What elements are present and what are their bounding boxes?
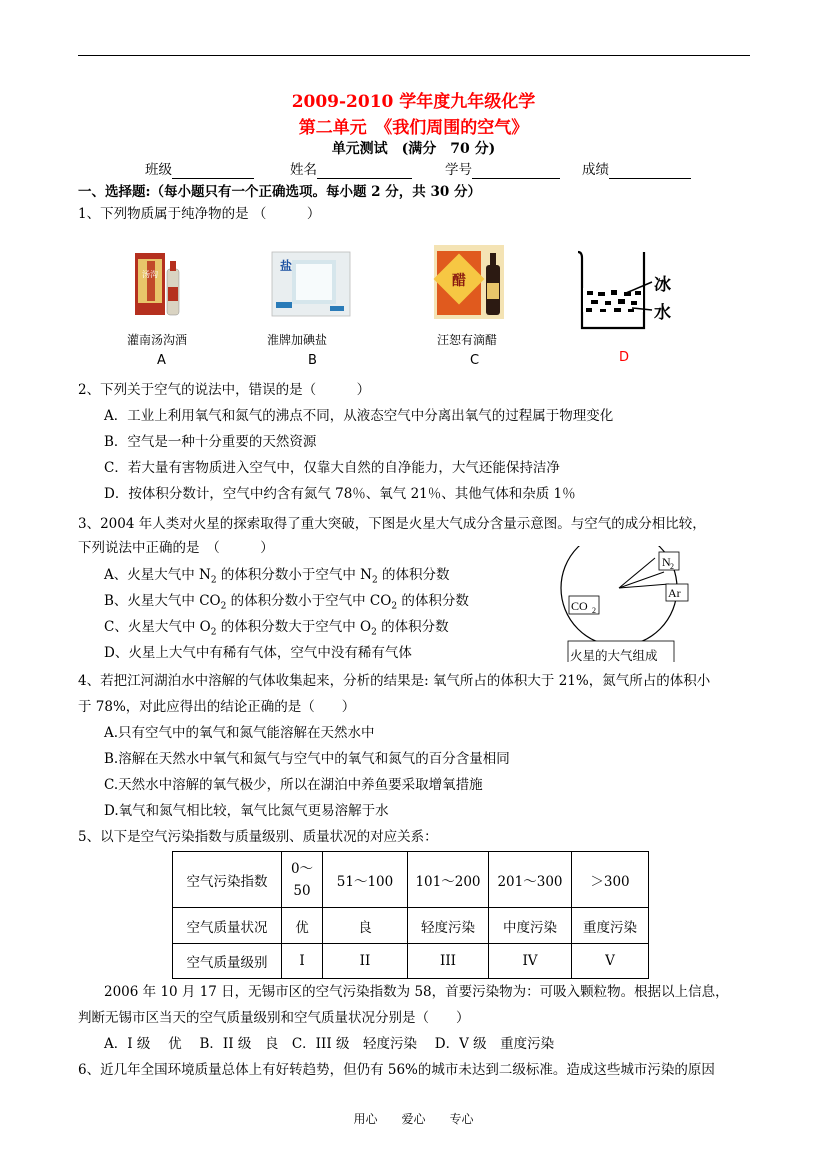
name-blank[interactable]	[317, 164, 412, 179]
q4-text-line1: 4、若把江河湖泊水中溶解的气体收集起来，分析的结果是: 氧气所占的体积大于 21%，氮气所占的体积小	[78, 673, 711, 689]
page-footer: 用心 爱心 专心	[353, 1112, 474, 1126]
q3-option-d: D、火星上大气中有稀有气体，空气中没有稀有气体	[104, 645, 412, 661]
letter-a: A	[157, 353, 166, 368]
table-cell: III	[408, 944, 489, 979]
mars-atmosphere-pie	[556, 546, 696, 662]
q3-text-line2: 下列说法中正确的是 （ ）	[78, 540, 274, 556]
name-field	[290, 161, 412, 179]
pie-label-co2: CO	[571, 599, 588, 613]
id-blank[interactable]	[472, 164, 560, 179]
table-row	[173, 852, 649, 908]
q2-option-a: A．工业上利用氧气和氮气的沸点不同，从液态空气中分离出氧气的过程属于物理变化	[104, 408, 614, 424]
q3-option-a: A、火星大气中 $N_2$ 的体积分数小于空气中 $N_2$ 的体积分数	[104, 567, 450, 586]
letter-d: D	[619, 350, 630, 365]
table-row	[173, 944, 649, 979]
letter-c: C	[470, 353, 480, 368]
liquor-box-label: 汤沟	[142, 270, 158, 279]
score-field	[582, 161, 691, 179]
table-cell: 轻度污染	[408, 908, 489, 944]
q4-option-d: D.氧气和氮气相比较，氧气比氮气更易溶解于水	[104, 803, 389, 819]
class-label: 班级	[145, 162, 172, 178]
q5-para-line1: 2006 年 10 月 17 日，无锡市区的空气污染指数为 58，首要污染物为：可吸入颗粒物。根据以上信息，	[104, 984, 729, 1000]
caption-b: 淮牌加碘盐	[267, 333, 328, 347]
caption-a: 灌南汤沟酒	[127, 333, 188, 347]
table-cell: ＞300	[572, 852, 649, 908]
table-cell: 中度污染	[489, 908, 572, 944]
id-field	[445, 161, 560, 179]
vinegar-image	[432, 243, 506, 321]
q3-option-b: B、火星大气中 $CO_2$ 的体积分数小于空气中 $CO_2$ 的体积分数	[104, 593, 469, 612]
pie-label-n2-sub: 2	[670, 562, 674, 571]
pie-caption: 火星的大气组成	[570, 648, 658, 662]
air-quality-table	[172, 851, 649, 979]
pie-label-ar: Ar	[668, 586, 681, 600]
table-cell: 空气污染指数	[173, 852, 282, 908]
table-cell: 重度污染	[572, 908, 649, 944]
q2-option-b: B．空气是一种十分重要的天然资源	[104, 434, 317, 450]
q4-option-c: C.天然水中溶解的氧气极少，所以在湖泊中养鱼要采取增氧措施	[104, 777, 483, 793]
q5-text: 5、以下是空气污染指数与质量级别、质量状况的对应关系：	[78, 829, 438, 845]
score-blank[interactable]	[609, 164, 691, 179]
table-cell: 空气质量级别	[173, 944, 282, 979]
water-label: 水	[654, 303, 671, 323]
salt-image	[270, 250, 352, 318]
table-cell: 201～300	[489, 852, 572, 908]
page-title: 2009-2010 学年度九年级化学	[291, 92, 536, 112]
class-blank[interactable]	[172, 164, 254, 179]
table-cell: 51～100	[323, 852, 408, 908]
salt-bag-label: 盐	[280, 259, 293, 273]
table-cell: 101～200	[408, 852, 489, 908]
table-cell: II	[323, 944, 408, 979]
name-label: 姓名	[290, 162, 317, 178]
q6-text: 6、近几年全国环境质量总体上有好转趋势，但仍有 56%的城市未达到二级标准。造成这些城市污染的原因	[78, 1062, 715, 1078]
caption-c: 汪恕有滴醋	[437, 333, 498, 347]
table-cell: 优	[282, 908, 323, 944]
section1-heading: 一、选择题:（每小题只有一个正确选项。每小题 2 分，共 30 分）	[78, 184, 481, 200]
class-field	[145, 161, 254, 179]
unit-title: 第二单元 《我们周围的空气》	[298, 118, 529, 138]
q5-para-line2: 判断无锡市区当天的空气质量级别和空气质量状况分别是（ ）	[78, 1010, 470, 1026]
ice-label: 冰	[654, 275, 671, 295]
table-cell: 良	[323, 908, 408, 944]
q4-option-a: A.只有空气中的氧气和氮气能溶解在天然水中	[104, 725, 375, 741]
pie-label-co2-sub: 2	[592, 606, 596, 615]
pie-label-n2: N	[662, 555, 671, 569]
test-subtitle: 单元测试 (满分 70 分)	[331, 141, 496, 157]
q2-option-c: C．若大量有害物质进入空气中，仅靠大自然的自净能力，大气还能保持洁净	[104, 460, 560, 476]
table-cell: 空气质量状况	[173, 908, 282, 944]
table-cell: I	[282, 944, 323, 979]
q2-text: 2、下列关于空气的说法中，错误的是（ ）	[78, 382, 371, 398]
table-cell: 0～ 50	[282, 852, 323, 908]
q3-text-line1: 3、2004 年人类对火星的探索取得了重大突破，下图是火星大气成分含量示意图。与空气的成分相比较，	[78, 516, 706, 532]
score-label: 成绩	[582, 162, 609, 178]
ice-water-beaker-image	[574, 248, 684, 334]
vinegar-box-label: 醋	[452, 273, 466, 289]
letter-b: B	[308, 353, 317, 368]
q1-text: 1、下列物质属于纯净物的是 （ ）	[78, 206, 321, 222]
q2-option-d: D．按体积分数计，空气中约含有氮气 78％、氧气 21％、其他气体和杂质 1％	[104, 486, 576, 502]
q3-option-c: C、火星大气中 $O_2$ 的体积分数大于空气中 $O_2$ 的体积分数	[104, 619, 449, 638]
table-cell: V	[572, 944, 649, 979]
liquor-image	[133, 247, 183, 319]
header-rule	[78, 55, 750, 56]
q4-text-line2: 于 78%，对此应得出的结论正确的是（ ）	[78, 699, 356, 715]
q5-options: A．I 级 优 B．II 级 良 C．III 级 轻度污染 D．V 级 重度污染	[104, 1036, 555, 1052]
id-label: 学号	[445, 162, 472, 178]
q4-option-b: B.溶解在天然水中氧气和氮气与空气中的氧气和氮气的百分含量相同	[104, 751, 510, 767]
table-row	[173, 908, 649, 944]
table-cell: IV	[489, 944, 572, 979]
